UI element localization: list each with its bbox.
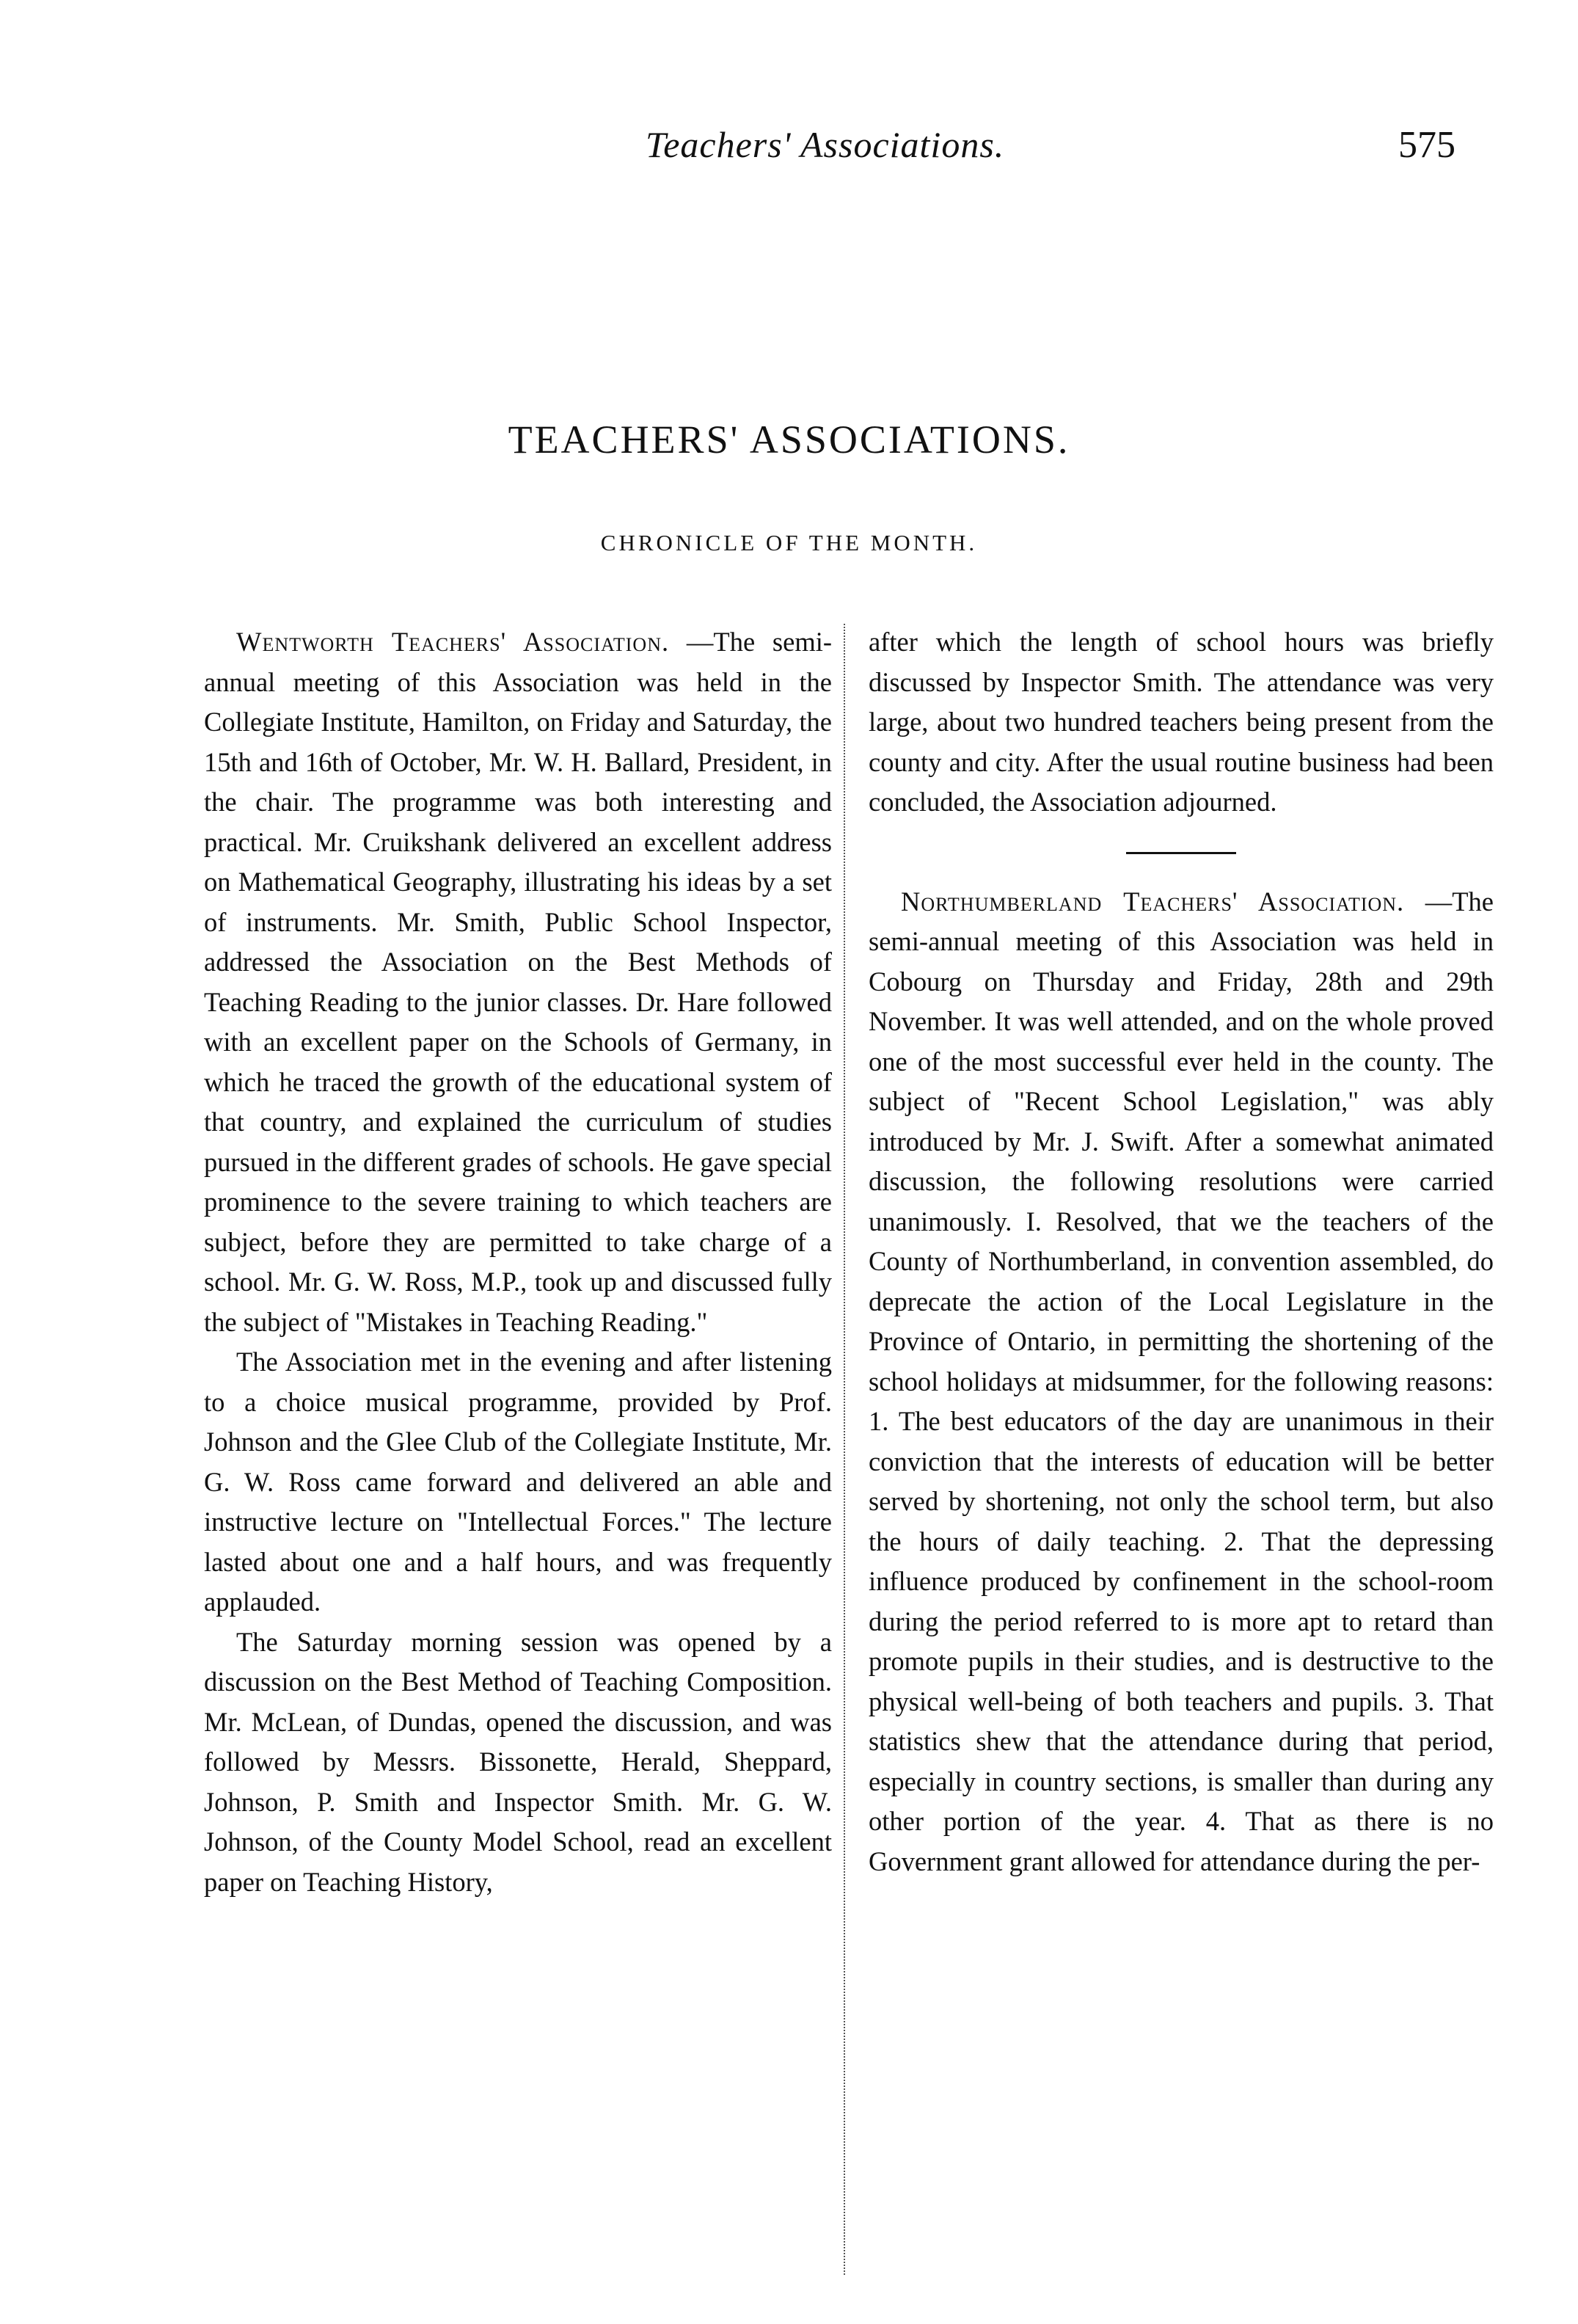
page-title: TEACHERS' ASSOCIATIONS.: [508, 418, 1070, 462]
wentworth-text-2: The Association met in the evening and after listening to a choice musical programme, provided by Prof. Johnson and the Glee Club of the Collegiate Institute, Mr. G. W. Ross came forward and delivered an able and instructive lecture on "Intellectual Forces." The lecture lasted about one and a half hours, and was frequently applauded.: [204, 1347, 832, 1617]
section-separator: [1126, 852, 1236, 854]
wentworth-text-1: —The semi-annual meeting of this Association was held in the Collegiate Institute, Hamilton, on Friday and Saturday, the 15th and 16th of October, Mr. W. H. Ballard, President, in the chair. The programme was both interesting and practical. Mr. Cruikshank delivered an excellent address on Mathematical Geography, illustrating his ideas by a set of instruments. Mr. Smith, Public School Inspector, addressed the Association on the Best Methods of Teaching Reading to the junior classes. Dr. Hare followed with an excellent paper on the Schools of Germany, in which he traced the growth of the educational system of that country, and explained the curriculum of studies pursued in the different grades of schools. He gave special prominence to the severe training to which teachers are subject, before they are permitted to take charge of a school. Mr. G. W. Ross, M.P., took up and discussed fully the subject of "Mistakes in Teaching Reading.": [204, 627, 833, 1337]
right-column: [869, 622, 1494, 1882]
wentworth-heading: Wentworth Teachers' Association.: [236, 627, 670, 657]
wentworth-text-3: The Saturday morning session was opened by a discussion on the Best Method of Teaching Composition. Mr. McLean, of Dundas, opened the discussion, and was followed by Messrs. Bissonette, Herald, Sheppard, Johnson, P. Smith and Inspector Smith. Mr. G. W. Johnson, of the County Model School, read an excellent paper on Teaching History,: [204, 1626, 832, 1897]
left-column: [204, 622, 832, 1902]
section-subtitle: CHRONICLE OF THE MONTH.: [600, 530, 978, 555]
northumberland-heading: Northumberland Teachers' Association.: [901, 886, 1405, 917]
northumberland-text: —The semi-annual meeting of this Association was held in Cobourg on Thursday and Friday, 28th and 29th November. It was well attended, and on the whole proved one of the most successful ever held in the county. The subject of "Recent School Legislation," was ably introduced by Mr. J. Swift. After a somewhat animated discussion, the following resolutions were carried unanimously. I. Resolved, that we the teachers of the County of Northumberland, in convention assembled, do deprecate the action of the Local Legislature in the Province of Ontario, in permitting the shortening of the school holidays at midsummer, for the following reasons: 1. The best educators of the day are unanimous in their conviction that the interests of education will be better served by shortening, not only the school term, but also the hours of daily teaching. 2. That the depressing influence produced by confinement in the school-room during the period referred to is more apt to retard than promote pupils in their studies, and is destructive to the physical well-being of both teachers and pupils. 3. That statistics shew that the attendance during that period, especially in country sections, is smaller than during any other portion of the year. 4. That as there is no Government grant allowed for attendance during the per-: [869, 886, 1494, 1876]
page-number: 575: [1398, 124, 1455, 166]
wentworth-paragraph: [204, 622, 832, 1342]
column-divider: [844, 624, 847, 2275]
running-head-title: Teachers' Associations.: [646, 124, 1005, 165]
northumberland-paragraph: [869, 882, 1494, 1882]
wentworth-text-continued: after which the length of school hours was briefly discussed by Inspector Smith. The attendance was very large, about two hundred teachers being present from the county and city. After the usual routine business had been concluded, the Association adjourned.: [869, 627, 1494, 817]
